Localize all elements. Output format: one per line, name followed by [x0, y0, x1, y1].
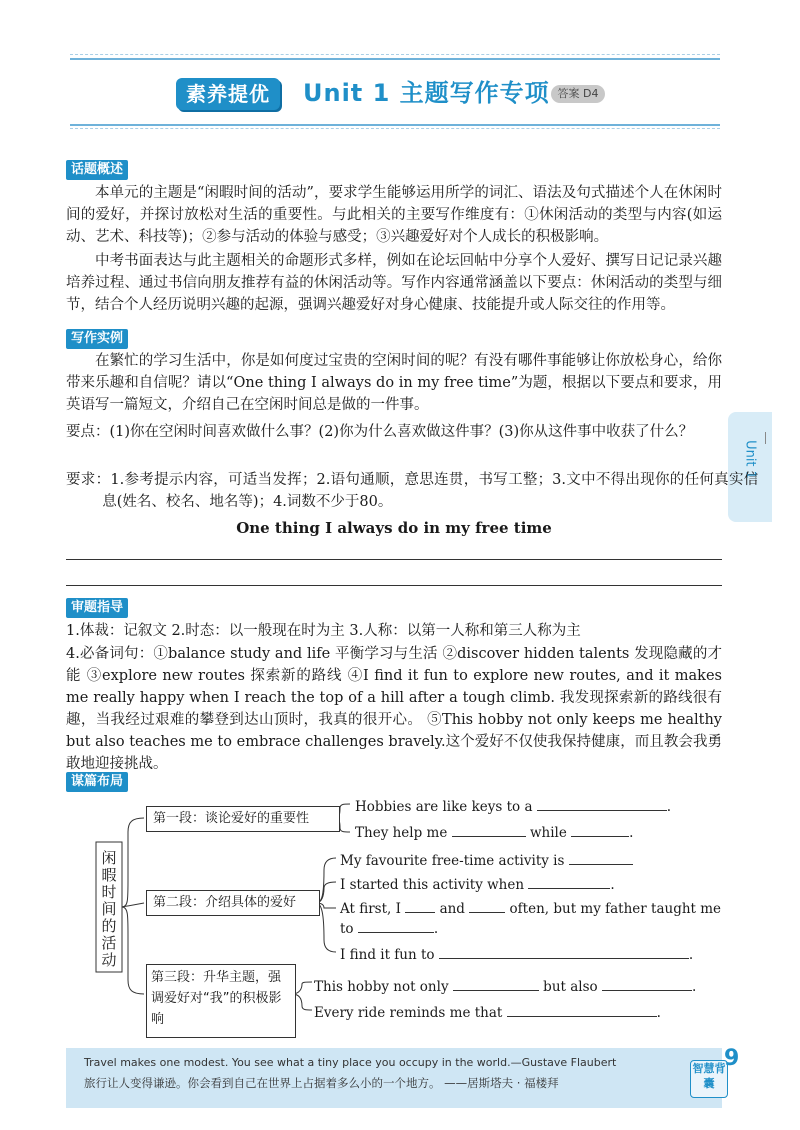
footer-quote-cn: 旅行让人变得谦逊。你会看到自己在世界上占据着多么小的一个地方。 ——居斯塔夫 · 福楼拜: [84, 1076, 559, 1090]
para2-line-5: I find it fun to .: [340, 947, 694, 963]
blank[interactable]: [453, 978, 539, 991]
essay-title: One thing I always do in my free time: [236, 519, 552, 537]
footer-badge: 智慧背囊: [690, 1060, 728, 1098]
page-number: 9: [724, 1046, 740, 1071]
brace-to-para1: [122, 818, 144, 907]
section-label-layout: 谋篇布局: [66, 772, 128, 792]
para2-line-3: At first, I and often, but my father taught me: [340, 901, 722, 917]
blank[interactable]: [537, 798, 667, 811]
para2-line-4: to .: [340, 921, 439, 937]
answer-tag: 答案 D4: [551, 85, 605, 103]
para1-line-1: Hobbies are like keys to a .: [355, 799, 672, 815]
blank[interactable]: [507, 1004, 657, 1017]
example-requirements: 要求：1.参考提示内容，可适当发挥；2.语句通顺，意思连贯，书写工整；3.文中不得出现你的任何真实信息(姓名、校名、地名等)；4.词数不少于80。: [66, 472, 759, 510]
para2-line-1: My favourite free-time activity is: [340, 852, 633, 869]
blank[interactable]: [358, 920, 434, 933]
blank[interactable]: [439, 946, 689, 959]
header-badge: 素养提优: [176, 78, 280, 110]
blank[interactable]: [569, 852, 633, 865]
section-label-example: 写作实例: [66, 329, 128, 349]
blank[interactable]: [528, 876, 610, 889]
guide-line-2: 4.必备词句：①balance study and life 平衡学习与生活 ②discover hidden talents 发现隐藏的才能 ③explore new routes 探索新的路线 ④I find it fun to explore new routes, and it makes me really happy when I reach the top of a hill after a tough climb. 我发现探索新的路线很有趣，当我经过艰难的攀登到达山顶时，我真的很开心。 ⑤This hobby not only keeps me healthy but also teaches me to embrace challenges bravely.这个爱好不仅使我保持健康，而且教会我勇敢地迎接挑战。: [66, 646, 722, 772]
blank[interactable]: [452, 824, 526, 837]
blank[interactable]: [405, 900, 435, 913]
brace-to-para3: [122, 907, 144, 994]
diagram-root: 闲暇时间的活动: [101, 849, 117, 969]
footer-quote-en: Travel makes one modest. You see what a tiny place you occupy in the world.—Gustave Flaubert: [84, 1056, 617, 1069]
para1-line-2: They help me while .: [355, 825, 634, 841]
blank[interactable]: [602, 978, 692, 991]
page-title: Unit 1 主题写作专项: [303, 79, 550, 107]
para2-line-2: I started this activity when .: [340, 877, 615, 893]
side-tab-label: Unit 1: [742, 440, 758, 479]
blank[interactable]: [469, 900, 505, 913]
example-prompt: 在繁忙的学习生活中，你是如何度过宝贵的空闲时间的呢？有没有哪件事能够让你放松身心，给你带来乐趣和自信呢？请以“One thing I always do in my free time”为题，根据以下要点和要求，用英语写一篇短文，介绍自己在空闲时间总是做的一件事。: [66, 353, 722, 413]
guide-line-1: 1.体裁：记叙文 2.时态：以一般现在时为主 3.人称：以第一人称和第三人称为主: [66, 623, 581, 639]
blank[interactable]: [571, 824, 629, 837]
para1-box: 第一段：谈论爱好的重要性: [146, 806, 340, 832]
example-points: 要点：(1)你在空闲时间喜欢做什么事？(2)你为什么喜欢做这件事？(3)你从这件事中收获了什么？: [66, 424, 694, 440]
para3-line-1: This hobby not only but also .: [314, 979, 697, 995]
para3-box: 第三段：升华主题，强调爱好对“我”的积极影响: [146, 964, 296, 1038]
overview-paragraph-2: 中考书面表达与此主题相关的命题形式多样，例如在论坛回帖中分享个人爱好、撰写日记记录兴趣培养过程、通过书信向朋友推荐有益的休闲活动等。写作内容通常涵盖以下要点：休闲活动的类型与细节，结合个人经历说明兴趣的起源，强调兴趣爱好对身心健康、技能提升或人际交往的作用等。: [66, 253, 722, 313]
para2-box: 第二段：介绍具体的爱好: [146, 890, 320, 916]
para3-line-2: Every ride reminds me that .: [314, 1005, 661, 1021]
overview-paragraph-1: 本单元的主题是“闲暇时间的活动”，要求学生能够运用所学的词汇、语法及句式描述个人在休闲时间的爱好，并探讨放松对生活的重要性。与此相关的主要写作维度有：①休闲活动的类型与内容(如运动、艺术、科技等)；②参与活动的体验与感受；③兴趣爱好对个人成长的积极影响。: [66, 185, 722, 245]
section-label-guide: 审题指导: [66, 598, 128, 618]
section-label-overview: 话题概述: [66, 160, 128, 180]
